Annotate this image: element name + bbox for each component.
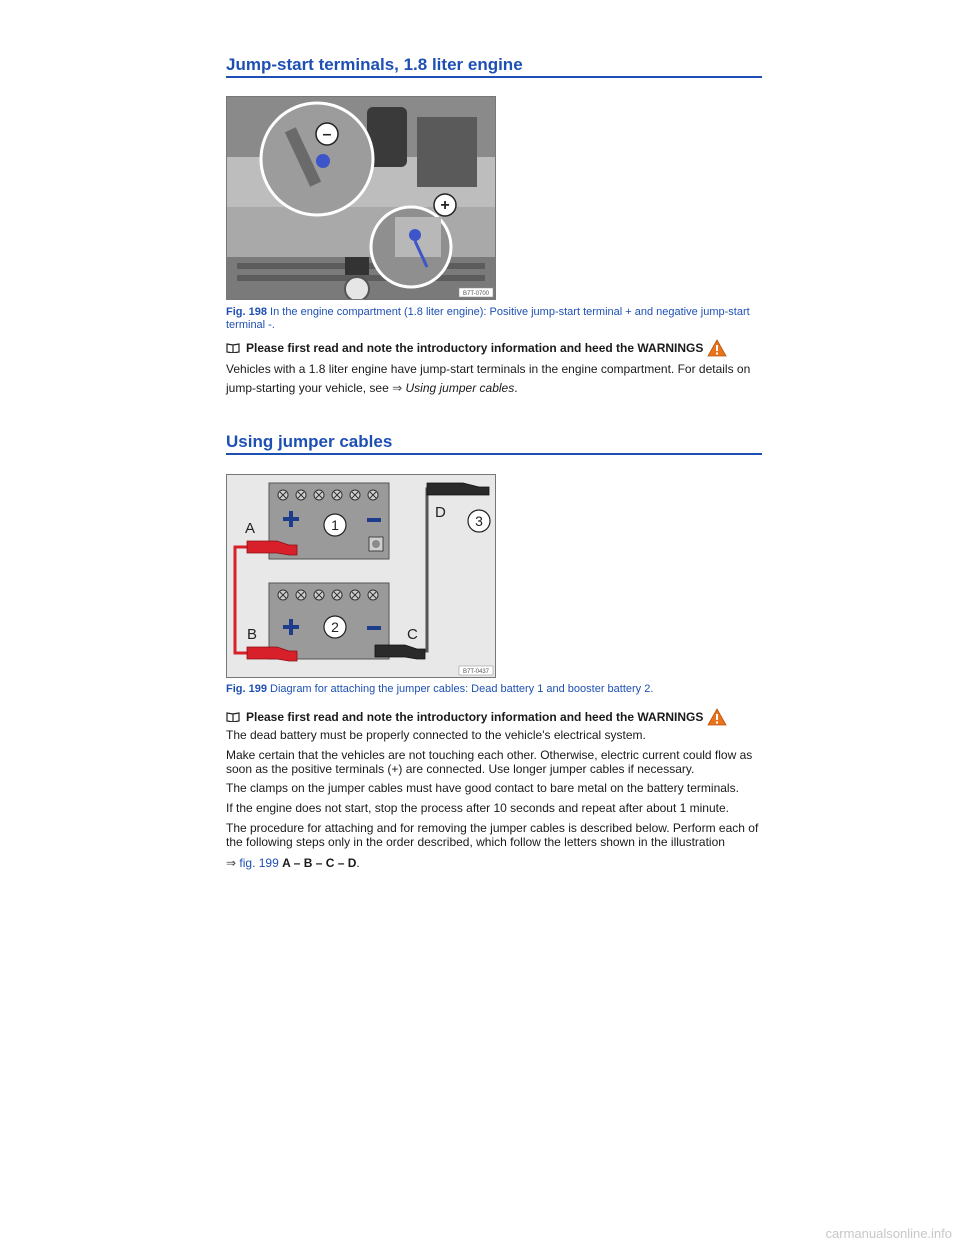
jumper-cable-diagram: [227, 475, 495, 677]
paragraph-vehicles-touching: Make certain that the vehicles are not touching each other. Otherwise, electric current could flow as soon as the positive terminals (+) are connected. Use longer jumper cables if necessary.: [226, 748, 753, 776]
figure-199-jumper-cable-diagram: [226, 474, 496, 678]
figure-caption-text: In the engine compartment (1.8 liter engine): Positive jump-start terminal + and negative jump-start terminal -.: [226, 306, 750, 331]
reference-end: .: [356, 856, 360, 870]
book-icon: [226, 343, 240, 353]
paragraph-text: Vehicles with a 1.8 liter engine have jump-start terminals in the engine compartment. For details on jump-starting your vehicle, see: [226, 362, 751, 395]
figure-caption-text: Diagram for attaching the jumper cables: Dead battery 1 and booster battery 2.: [270, 683, 654, 695]
label-d: D: [435, 504, 446, 521]
figure-reference-line: [226, 856, 766, 870]
step-letters: A – B – C – D: [282, 856, 357, 870]
label-b: B: [247, 626, 258, 643]
paragraph-engine-not-start: If the engine does not start, stop the process after 10 seconds and repeat after about 1 minute.: [226, 801, 729, 815]
figure-198-caption: [226, 306, 762, 332]
section-heading-using-jumper-cables: Using jumper cables: [226, 432, 762, 455]
paragraph-procedure: The procedure for attaching and for removing the jumper cables is described below. Perform each of the following steps only in the order described, which follow the letters shown in the illustration: [226, 821, 759, 849]
figure-label: Fig. 198: [226, 306, 267, 318]
paragraph-1-8-engine-terminals: [226, 360, 766, 398]
figure-code: B7T-0437: [462, 669, 490, 675]
section-heading-jump-start-terminals: Jump-start terminals, 1.8 liter engine: [226, 55, 762, 78]
book-icon: [226, 712, 240, 722]
negative-terminal-symbol: –: [322, 126, 332, 143]
warning-triangle-icon: [707, 708, 727, 726]
label-c: C: [407, 626, 418, 643]
paragraph-clamps-contact: The clamps on the jumper cables must have good contact to bare metal on the battery terminals.: [226, 781, 739, 795]
paragraph-end: .: [514, 381, 518, 395]
figure-199-link[interactable]: fig. 199: [239, 856, 279, 870]
figure-code: B7T-0700: [462, 291, 490, 297]
figure-label: Fig. 199: [226, 683, 267, 695]
reference-arrow: ⇒: [392, 381, 403, 395]
note-text: Please first read and note the introductory information and heed the WARNINGS: [246, 341, 704, 355]
battery-number-2: 2: [331, 619, 339, 635]
figure-198-engine-compartment: [226, 96, 496, 300]
vehicle-number-3: 3: [475, 513, 483, 529]
cross-reference-link[interactable]: Using jumper cables: [405, 381, 515, 395]
watermark: carmanualsonline.info: [825, 1226, 952, 1241]
engine-compartment-illustration: [227, 97, 495, 299]
read-note: [226, 339, 762, 357]
paragraph-dead-battery: The dead battery must be properly connected to the vehicle's electrical system.: [226, 728, 646, 742]
battery-number-1: 1: [331, 517, 339, 533]
note-text: Please first read and note the introductory information and heed the WARNINGS: [246, 710, 704, 724]
read-note: [226, 708, 762, 726]
positive-terminal-symbol: +: [440, 197, 450, 214]
reference-arrow: ⇒: [226, 856, 237, 870]
warning-triangle-icon: [707, 339, 727, 357]
label-a: A: [245, 520, 256, 537]
figure-199-caption: [226, 683, 762, 696]
